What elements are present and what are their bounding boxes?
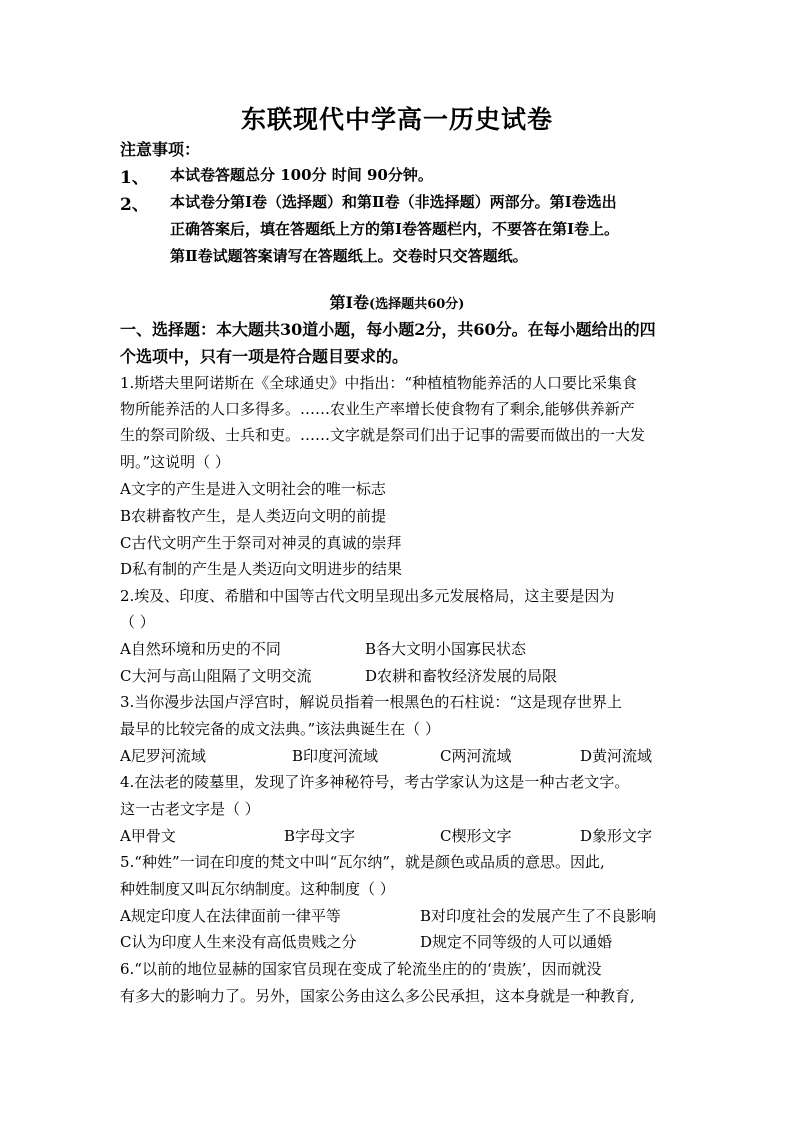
question-stem-line: 6.“以前的地位显赫的国家官员现在变成了轮流坐庄的的‘贵族’，因而就没 (120, 960, 602, 978)
section-title (0, 290, 794, 313)
option-d: D黄河流域 (580, 747, 653, 765)
option-c: C古代文明产生于祭司对神灵的真诚的崇拜 (120, 534, 402, 552)
question-stem-line: 1.斯塔夫里阿诺斯在《全球通史》中指出：“种植植物能养活的人口要比采集食 (120, 374, 637, 392)
option-d: D农耕和畜牧经济发展的局限 (365, 667, 558, 685)
question-stem-line: 3.当你漫步法国卢浮宫时，解说员指着一根黑色的石柱说：“这是现存世界上 (120, 693, 622, 711)
question-stem-line: 4.在法老的陵墓里，发现了许多神秘符号，考古学家认为这是一种古老文字。 (120, 773, 630, 791)
option-c: C两河流域 (440, 747, 512, 765)
option-b: B印度河流域 (292, 747, 379, 765)
question-stem-line: 5.“种姓”一词在印度的梵文中叫“瓦尔纳”，就是颜色或品质的意思。因此, (120, 853, 605, 871)
question-stem-line: （ ） (120, 613, 155, 631)
notice-item-number: 1、 (120, 168, 149, 188)
notice-line: 正确答案后，填在答题纸上方的第Ⅰ卷答题栏内，不要答在第Ⅰ卷上。 (170, 220, 620, 238)
section-title-main: 第Ⅰ卷 (329, 293, 370, 312)
instructions-line: 个选项中，只有一项是符合题目要求的。 (120, 347, 409, 366)
instructions-line: 一、选择题：本大题共30道小题，每小题2分，共60分。在每小题给出的四 (120, 320, 656, 339)
option-d: D规定不同等级的人可以通婚 (420, 933, 613, 951)
option-a: A尼罗河流域 (120, 747, 206, 765)
question-stem-line: 最早的比较完备的成文法典。”该法典诞生在（ ） (120, 720, 440, 738)
notice-line: 第Ⅱ卷试题答案请写在答题纸上。交卷时只交答题纸。 (170, 247, 528, 265)
option-a: A规定印度人在法律面前一律平等 (120, 907, 341, 925)
notice-line: 本试卷答题总分 100分 时间 90分钟。 (170, 166, 433, 184)
option-d: D象形文字 (580, 827, 653, 845)
option-c: C大河与高山阻隔了文明交流 (120, 667, 312, 685)
notice-item-number: 2、 (120, 195, 149, 215)
option-b: B各大文明小国寡民状态 (365, 640, 527, 658)
question-stem-line: 生的祭司阶级、士兵和吏。……文字就是祭司们出于记事的需要而做出的一大发 (120, 426, 646, 444)
question-stem-line: 这一古老文字是（ ） (120, 800, 260, 818)
exam-title: 东联现代中学高一历史试卷 (240, 105, 553, 134)
question-stem-line: 有多大的影响力了。另外，国家公务由这么多公民承担，这本身就是一种教育, (120, 987, 635, 1005)
question-stem-line: 明。”这说明（ ） (120, 453, 230, 471)
question-stem-line: 物所能养活的人口多得多。……农业生产率增长使食物有了剩余,能够供养新产 (120, 400, 635, 418)
option-a: A文字的产生是进入文明社会的唯一标志 (120, 480, 386, 498)
option-b: B农耕畜牧产生，是人类迈向文明的前提 (120, 507, 387, 525)
notice-line: 本试卷分第Ⅰ卷（选择题）和第Ⅱ卷（非选择题）两部分。第Ⅰ卷选出 (170, 193, 617, 211)
option-b: B字母文字 (284, 827, 356, 845)
notice-heading: 注意事项： (120, 140, 201, 159)
question-stem-line: 2.埃及、印度、希腊和中国等古代文明呈现出多元发展格局，这主要是因为 (120, 587, 615, 605)
option-b: B对印度社会的发展产生了不良影响 (420, 907, 657, 925)
option-d: D私有制的产生是人类迈向文明进步的结果 (120, 560, 403, 578)
option-c: C认为印度人生来没有高低贵贱之分 (120, 933, 357, 951)
option-a: A甲骨文 (120, 827, 176, 845)
section-title-sub: (选择题共60分) (369, 297, 465, 312)
option-c: C楔形文字 (440, 827, 512, 845)
option-a: A自然环境和历史的不同 (120, 640, 281, 658)
question-stem-line: 种姓制度又叫瓦尔纳制度。这种制度（ ） (120, 880, 395, 898)
